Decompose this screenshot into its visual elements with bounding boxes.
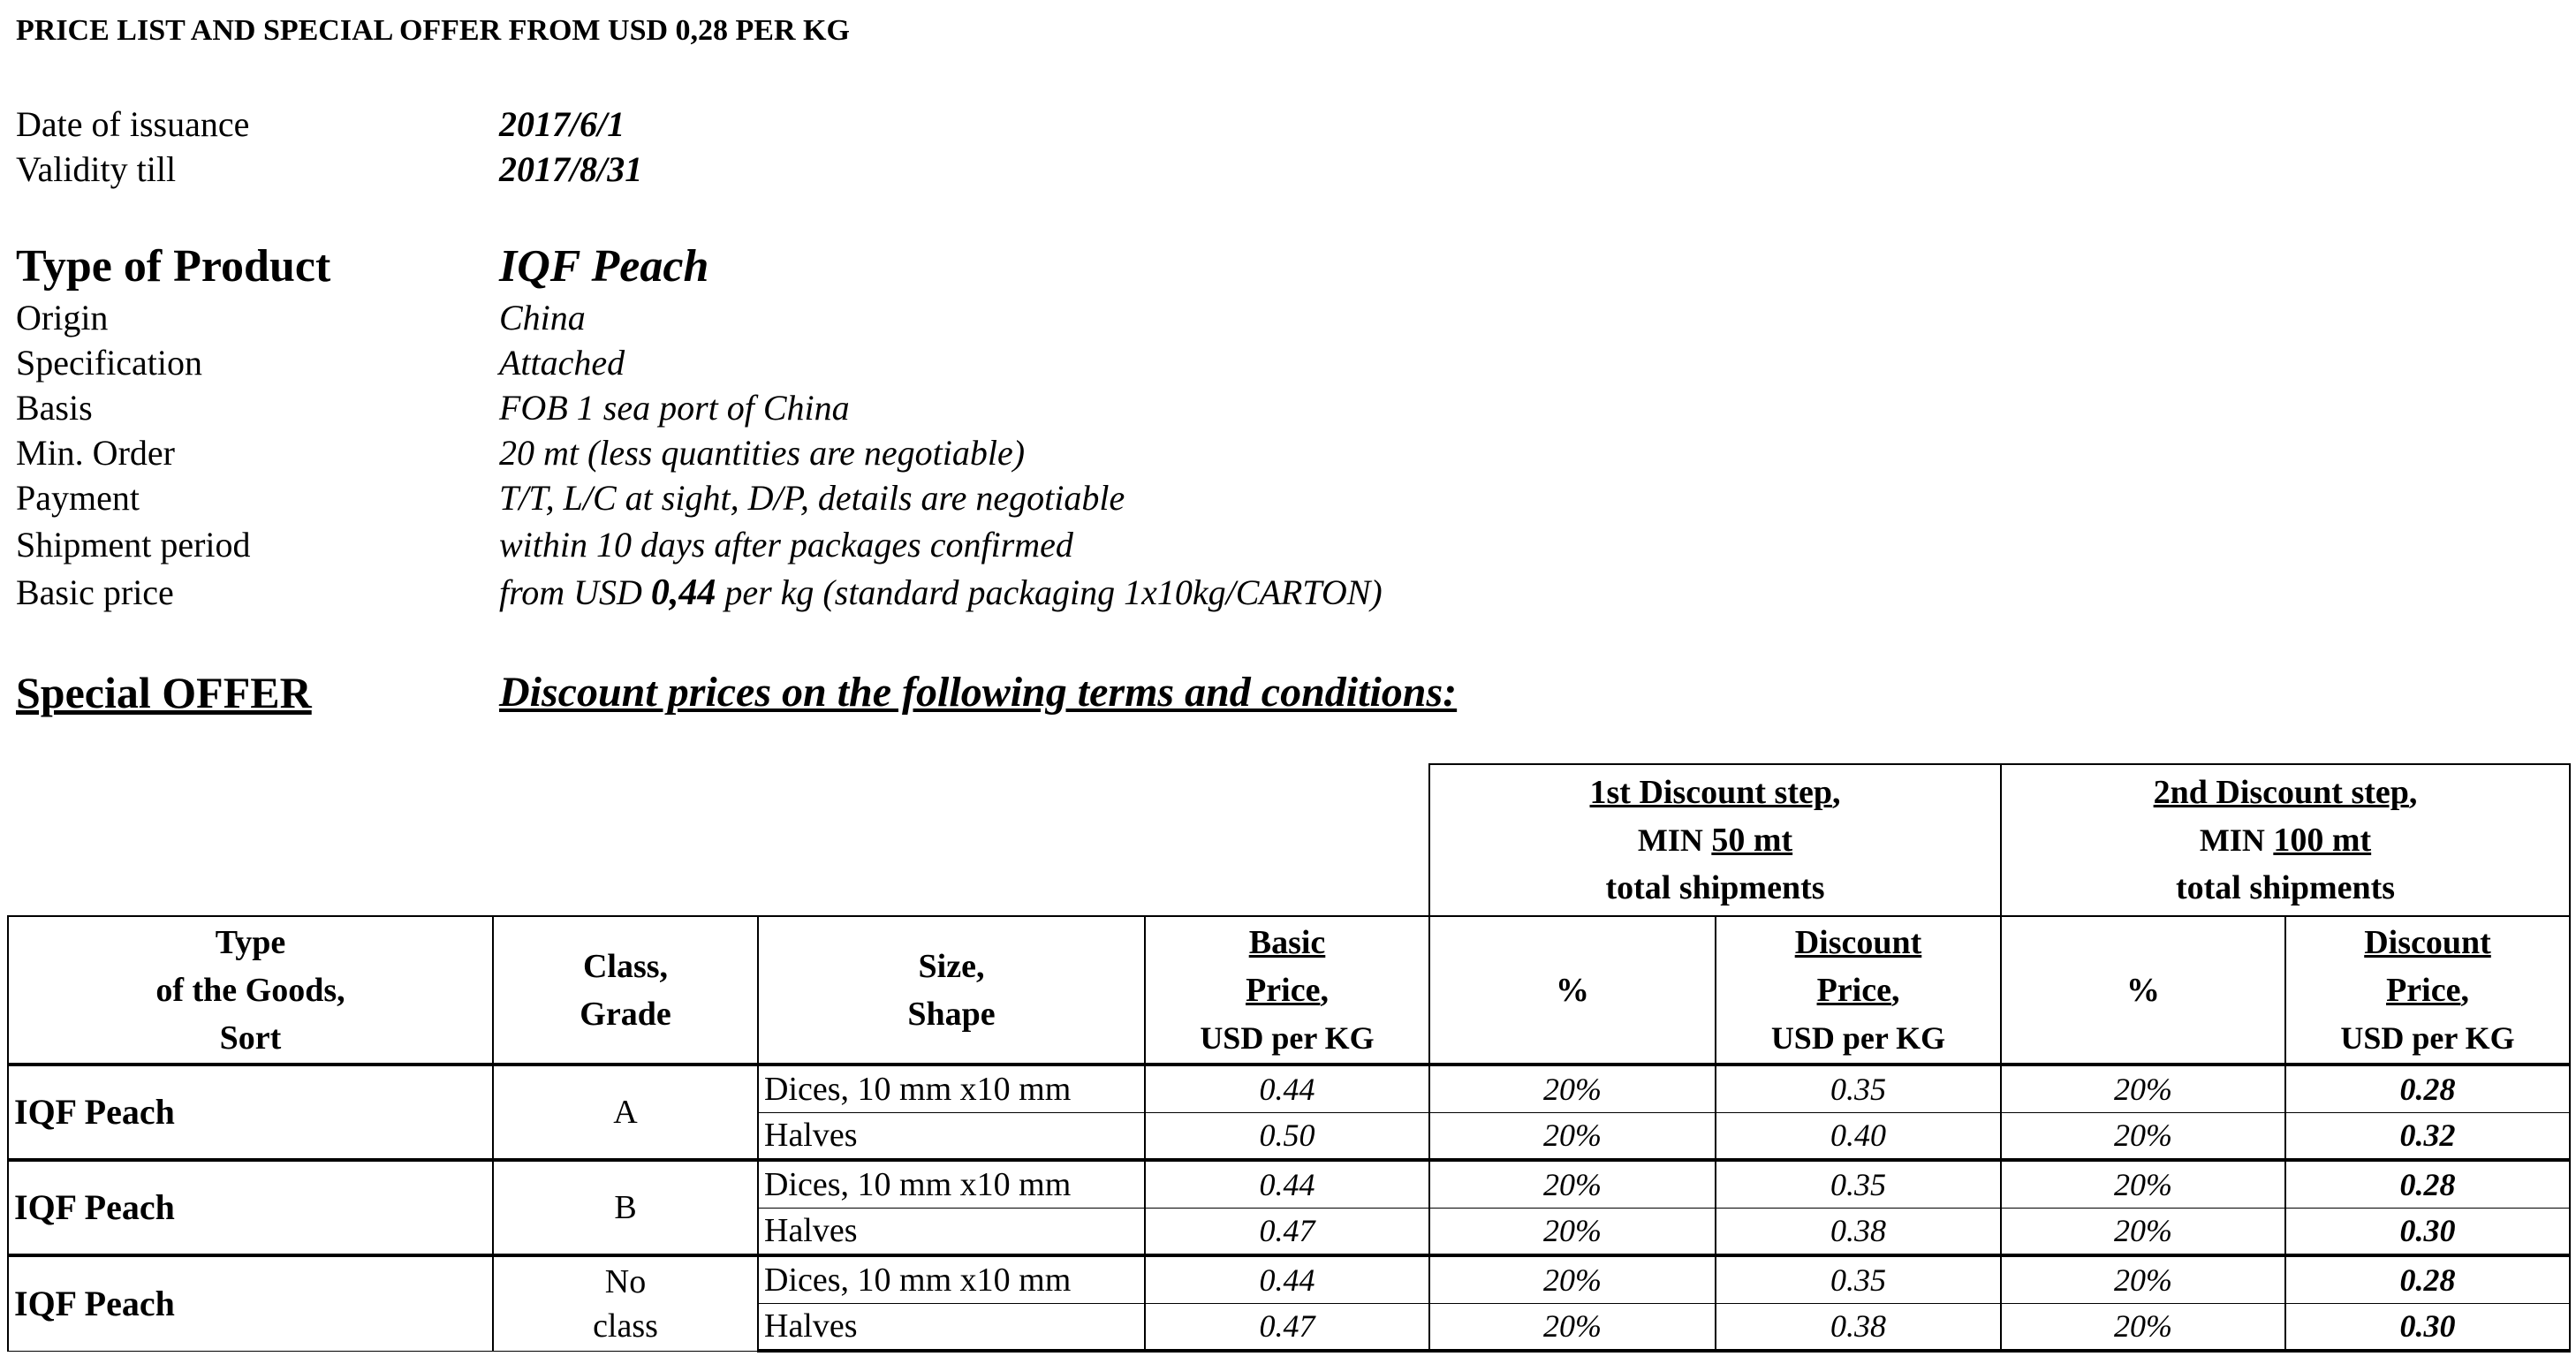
discount-2-price-cell: 0.30 (2285, 1208, 2570, 1255)
goods-cell: IQF Peach (8, 1065, 493, 1160)
discount-1-pct-cell: 20% (1429, 1065, 1716, 1112)
specification-label: Specification (16, 343, 203, 383)
product-type-value: IQF Peach (499, 241, 709, 292)
discount-1-price-cell: 0.35 (1716, 1160, 2001, 1208)
col-header-discount-1-line1: Discount (1794, 923, 1922, 961)
discount-2-price-cell: 0.30 (2285, 1303, 2570, 1351)
discount-2-price-cell: 0.32 (2285, 1112, 2570, 1160)
discount-1-price-cell: 0.38 (1716, 1208, 2001, 1255)
table-header-spacer (8, 764, 1429, 916)
size-cell: Halves (758, 1112, 1145, 1160)
col-header-discount-2-line3: USD per KG (2340, 1019, 2515, 1056)
discount-1-pct-cell: 20% (1429, 1255, 1716, 1303)
col-header-size-line2: Shape (907, 995, 996, 1033)
discount-step-1-header: 1st Discount step, MIN 50 mt total shipments (1429, 764, 2001, 916)
basic-price-cell: 0.44 (1145, 1160, 1429, 1208)
discount-2-pct-cell: 20% (2001, 1303, 2285, 1351)
discount-1-price-cell: 0.40 (1716, 1112, 2001, 1160)
issuance-value: 2017/6/1 (499, 104, 625, 144)
col-header-size-line1: Size, (918, 947, 985, 985)
basic-price-label: Basic price (16, 572, 174, 612)
basis-label: Basis (16, 388, 93, 428)
table-row (8, 1255, 2570, 1303)
col-header-basic-line1: Basic (1248, 923, 1326, 961)
min-order-label: Min. Order (16, 433, 175, 473)
specification-value: Attached (499, 343, 625, 383)
validity-label: Validity till (16, 149, 177, 189)
discount-2-pct-cell: 20% (2001, 1112, 2285, 1160)
shipment-period-label: Shipment period (16, 525, 251, 565)
col-header-discount-1: Discount Price, USD per KG (1716, 916, 2001, 1065)
col-header-discount-2: Discount Price, USD per KG (2285, 916, 2570, 1065)
col-header-class (493, 916, 758, 1065)
basic-price-cell: 0.47 (1145, 1303, 1429, 1351)
discount-2-pct-cell: 20% (2001, 1065, 2285, 1112)
col-header-class-line1: Class, (582, 947, 669, 985)
table-row (8, 1160, 2570, 1208)
col-header-basic-price: Basic Price, USD per KG (1145, 916, 1429, 1065)
validity-value: 2017/8/31 (499, 149, 643, 189)
basic-price-value (499, 571, 1383, 615)
origin-value: China (499, 298, 586, 337)
goods-cell: IQF Peach (8, 1160, 493, 1255)
col-header-goods (8, 916, 493, 1065)
document-title: PRICE LIST AND SPECIAL OFFER FROM USD 0,28 PER KG (16, 14, 850, 47)
col-header-pct-2: % (2001, 916, 2285, 1065)
col-header-discount-1-line3: USD per KG (1770, 1019, 1946, 1056)
issuance-label: Date of issuance (16, 104, 250, 144)
col-header-discount-2-line1: Discount (2364, 923, 2491, 961)
discount-2-pct-cell: 20% (2001, 1208, 2285, 1255)
class-cell-line2: class (593, 1307, 658, 1345)
discount-1-pct-cell: 20% (1429, 1112, 1716, 1160)
basic-price-suffix: per kg (standard packaging 1x10kg/CARTON) (724, 572, 1383, 612)
class-cell-line1: No (604, 1262, 647, 1300)
col-header-basic-line3: USD per KG (1200, 1019, 1375, 1056)
discount-step-2-min-prefix: MIN (2199, 822, 2265, 858)
discount-2-price-cell: 0.28 (2285, 1065, 2570, 1112)
table-row (8, 1065, 2570, 1112)
class-cell: B (493, 1160, 758, 1255)
basic-price-prefix: from USD (499, 572, 642, 612)
discount-step-1-min-amount: 50 mt (1711, 822, 1793, 859)
discount-1-price-cell: 0.35 (1716, 1255, 2001, 1303)
discount-2-pct-cell: 20% (2001, 1160, 2285, 1208)
col-header-pct-1: % (1429, 916, 1716, 1065)
discount-2-price-cell: 0.28 (2285, 1160, 2570, 1208)
discount-step-1-total: total shipments (1605, 869, 1825, 906)
basic-price-cell: 0.44 (1145, 1065, 1429, 1112)
size-cell: Dices, 10 mm x10 mm (758, 1065, 1145, 1112)
col-header-discount-1-line2: Price (1816, 971, 1891, 1009)
size-cell: Halves (758, 1303, 1145, 1351)
basic-price-amount: 0,44 (650, 572, 716, 613)
class-cell (493, 1255, 758, 1351)
discount-2-pct-cell: 20% (2001, 1255, 2285, 1303)
payment-value: T/T, L/C at sight, D/P, details are negotiable (499, 478, 1125, 518)
discount-1-price-cell: 0.38 (1716, 1303, 2001, 1351)
special-offer-label: Special OFFER (16, 668, 312, 717)
discount-step-2-header: 2nd Discount step, MIN 100 mt total shipments (2001, 764, 2570, 916)
size-cell: Halves (758, 1208, 1145, 1255)
col-header-goods-line3: Sort (219, 1019, 282, 1057)
discount-1-pct-cell: 20% (1429, 1160, 1716, 1208)
discount-step-2-title: 2nd Discount step (2153, 774, 2409, 811)
discount-1-pct-cell: 20% (1429, 1208, 1716, 1255)
basic-price-cell: 0.47 (1145, 1208, 1429, 1255)
size-cell: Dices, 10 mm x10 mm (758, 1255, 1145, 1303)
discount-step-2-total: total shipments (2175, 869, 2396, 906)
basic-price-cell: 0.44 (1145, 1255, 1429, 1303)
size-cell: Dices, 10 mm x10 mm (758, 1160, 1145, 1208)
basis-value: FOB 1 sea port of China (499, 388, 850, 428)
discount-1-price-cell: 0.35 (1716, 1065, 2001, 1112)
col-header-size (758, 916, 1145, 1065)
col-header-goods-line2: of the Goods, (155, 971, 345, 1009)
discount-2-price-cell: 0.28 (2285, 1255, 2570, 1303)
product-type-label: Type of Product (16, 241, 331, 292)
basic-price-cell: 0.50 (1145, 1112, 1429, 1160)
col-header-class-line2: Grade (580, 995, 671, 1033)
discount-1-pct-cell: 20% (1429, 1303, 1716, 1351)
special-offer-value: Discount prices on the following terms and conditions: (499, 669, 1458, 716)
col-header-discount-2-line2: Price (2386, 971, 2461, 1009)
discount-step-1-title: 1st Discount step (1589, 774, 1832, 811)
class-cell: A (493, 1065, 758, 1160)
col-header-goods-line1: Type (215, 923, 286, 961)
goods-cell: IQF Peach (8, 1255, 493, 1351)
min-order-value: 20 mt (less quantities are negotiable) (499, 433, 1026, 473)
origin-label: Origin (16, 298, 109, 337)
discount-step-1-min-prefix: MIN (1637, 822, 1703, 858)
shipment-period-value: within 10 days after packages confirmed (499, 525, 1073, 565)
payment-label: Payment (16, 478, 140, 518)
discount-step-2-min-amount: 100 mt (2273, 822, 2372, 859)
col-header-basic-line2: Price (1246, 971, 1321, 1009)
price-table (7, 763, 2571, 1353)
